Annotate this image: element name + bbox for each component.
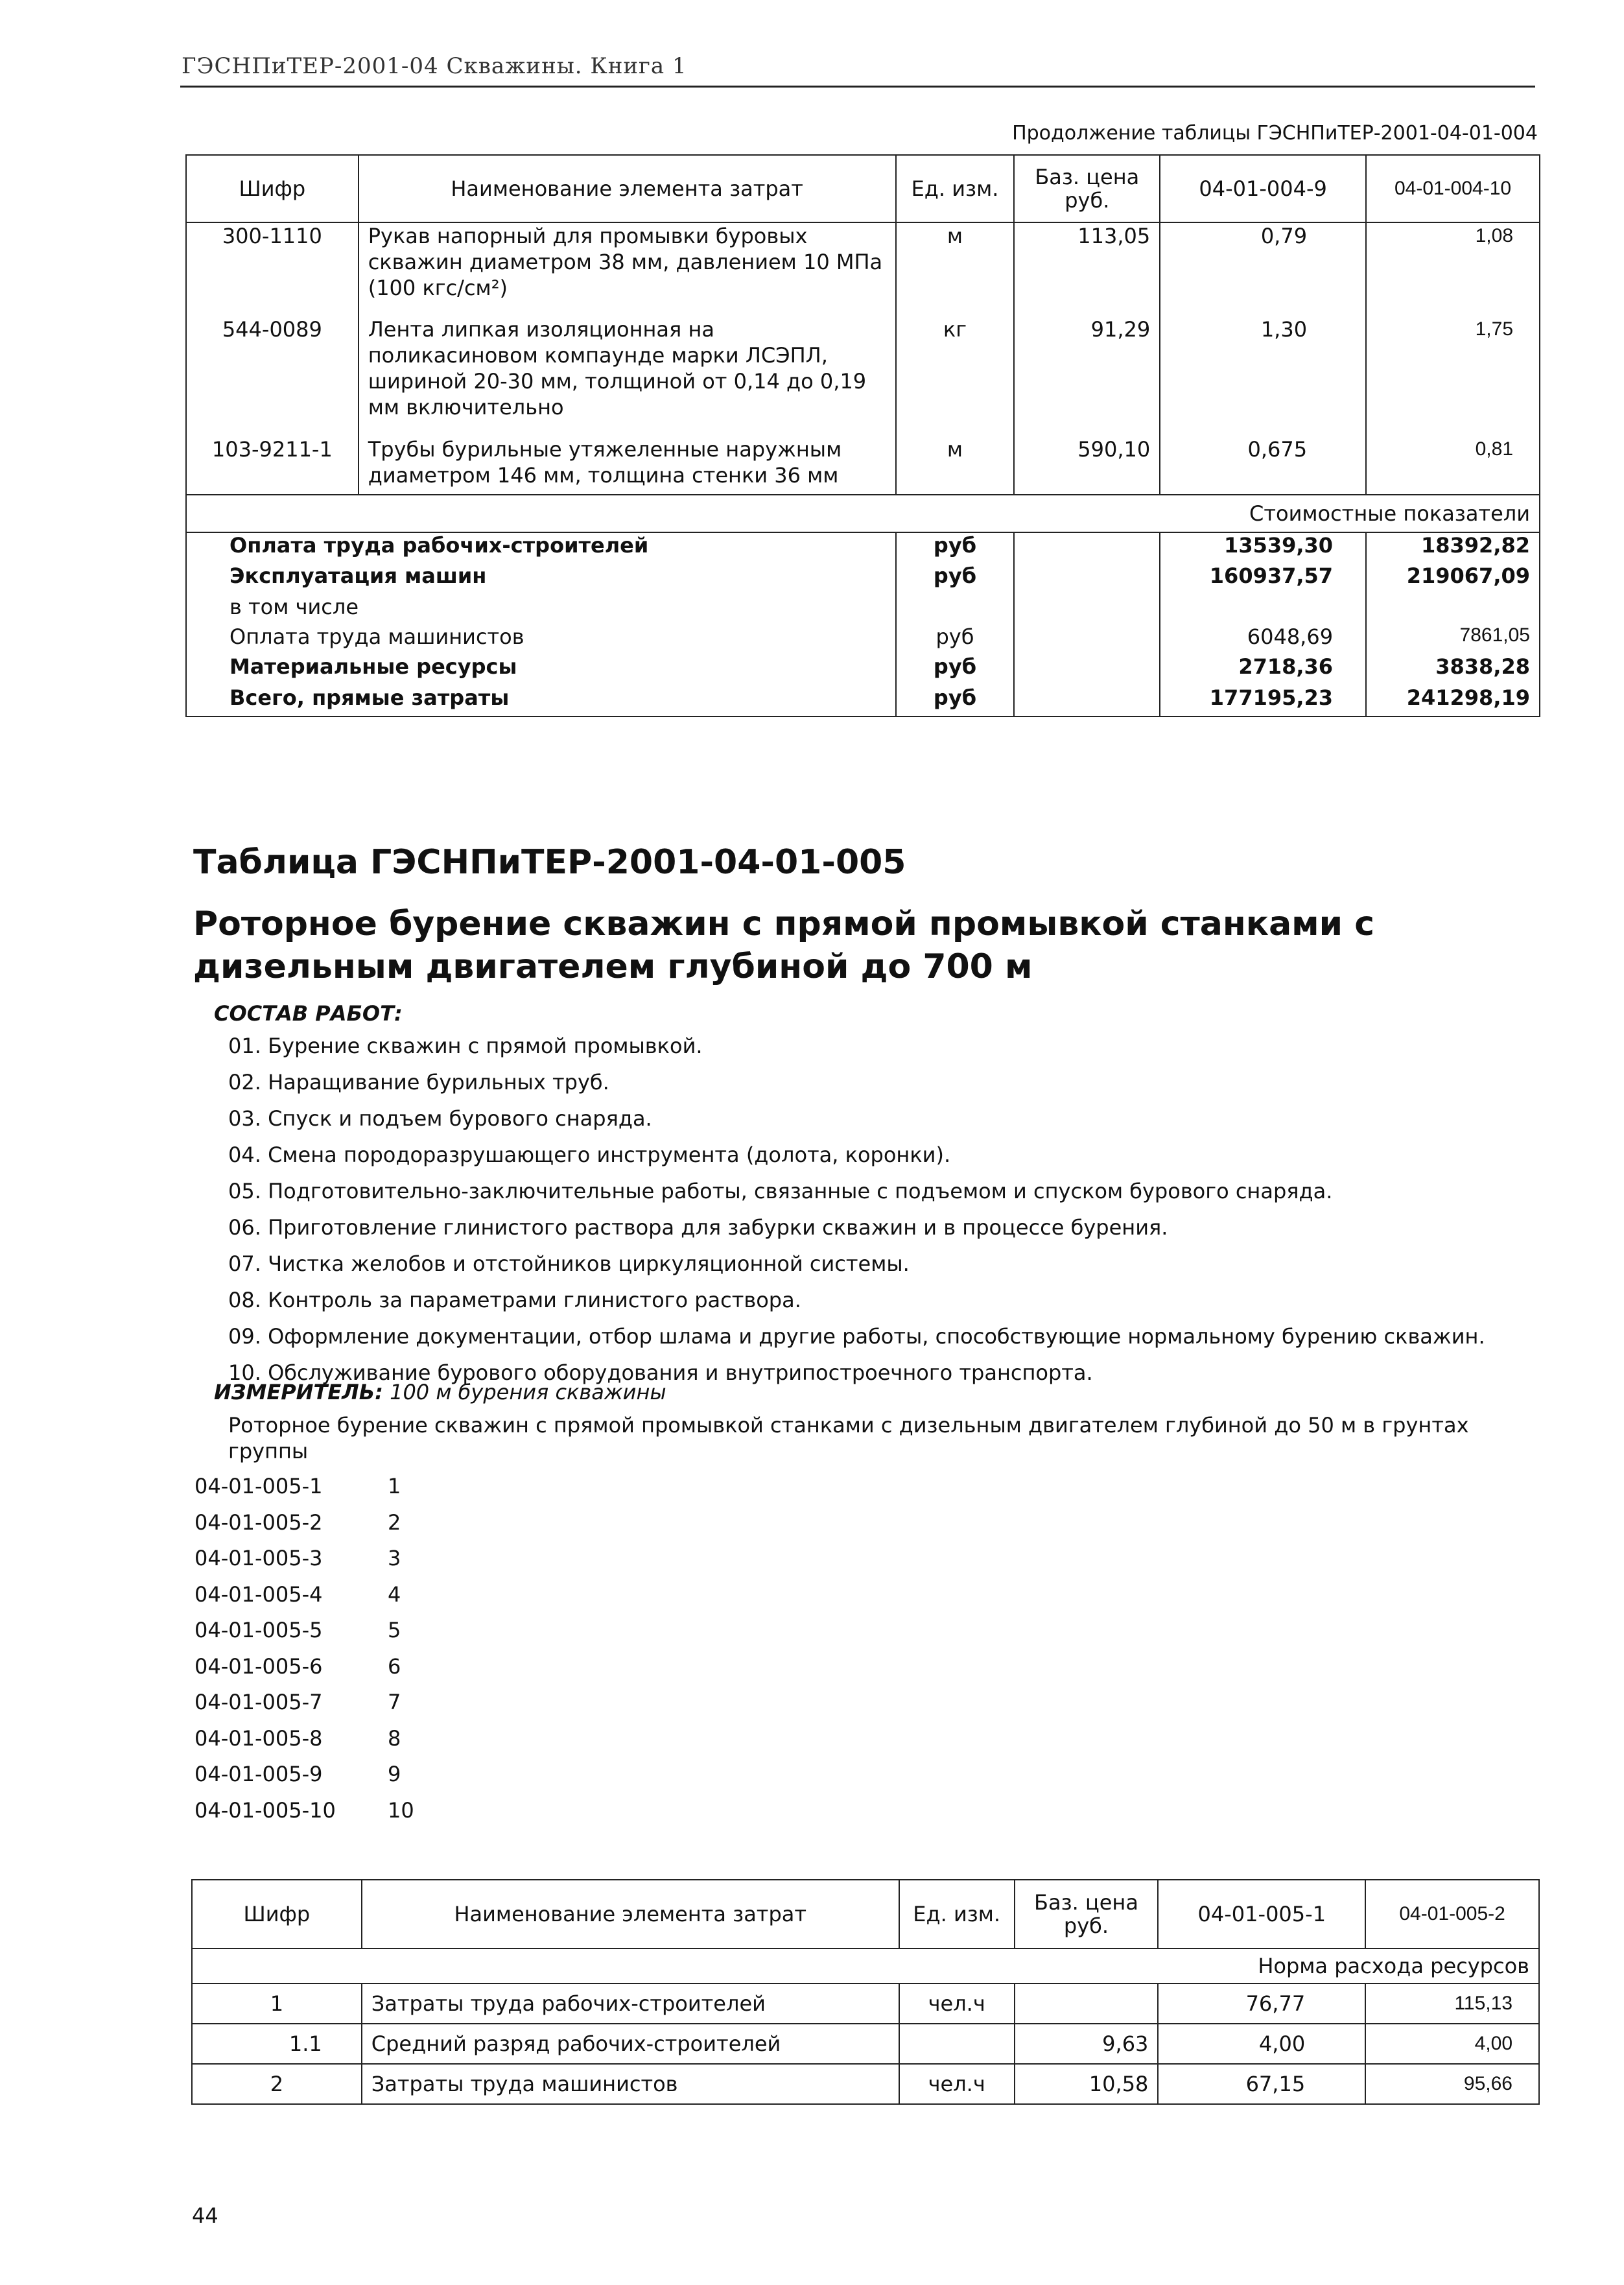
row-value-2: 115,13 bbox=[1365, 1983, 1539, 2024]
cost-row bbox=[186, 595, 1540, 624]
list-item: 08. Контроль за параметрами глинистого раствора. bbox=[228, 1288, 801, 1312]
row-code: 544-0089 bbox=[186, 316, 359, 436]
code: 04-01-005-1 bbox=[194, 1474, 323, 1498]
list-item bbox=[194, 1613, 414, 1649]
cost-unit bbox=[896, 595, 1015, 624]
cost-value-2: 3838,28 bbox=[1366, 654, 1540, 685]
list-item: 09. Оформление документации, отбор шлама и другие работы, способствующие нормальному бурению скважин. bbox=[228, 1324, 1485, 1349]
row-value-1: 4,00 bbox=[1158, 2024, 1365, 2064]
group: 10 bbox=[388, 1797, 414, 1823]
page-number: 44 bbox=[192, 2203, 218, 2228]
cost-value-1: 2718,36 bbox=[1160, 654, 1366, 685]
group: 3 bbox=[388, 1546, 401, 1570]
row-price: 590,10 bbox=[1014, 436, 1160, 495]
izmeritel-label: ИЗМЕРИТЕЛЬ: bbox=[214, 1380, 383, 1404]
group: 9 bbox=[388, 1762, 401, 1786]
cost-row bbox=[186, 624, 1540, 654]
list-item: 05. Подготовительно-заключительные работы, связанные с подъемом и спуском бурового снаряда. bbox=[228, 1179, 1333, 1203]
cost-unit: руб bbox=[896, 685, 1015, 716]
col-header-price: Баз. цена руб. bbox=[1014, 155, 1160, 222]
list-item bbox=[194, 1757, 414, 1793]
col-header-rate-1: 04-01-005-1 bbox=[1158, 1880, 1365, 1948]
row-name: Средний разряд рабочих-строителей bbox=[362, 2024, 899, 2064]
col-header-unit: Ед. изм. bbox=[896, 155, 1015, 222]
list-item bbox=[194, 1721, 414, 1757]
group: 7 bbox=[388, 1690, 401, 1714]
list-item: 06. Приготовление глинистого раствора для забурки скважин и в процессе бурения. bbox=[228, 1215, 1168, 1240]
header-rule bbox=[180, 86, 1535, 88]
cost-name: в том числе bbox=[186, 595, 896, 624]
cost-value-2: 18392,82 bbox=[1366, 532, 1540, 563]
row-price: 10,58 bbox=[1015, 2064, 1159, 2104]
col-header-name: Наименование элемента затрат bbox=[362, 1880, 899, 1948]
row-value-1: 0,79 bbox=[1160, 222, 1366, 316]
table-header-row bbox=[186, 155, 1540, 222]
cost-row bbox=[186, 532, 1540, 563]
code: 04-01-005-3 bbox=[194, 1546, 323, 1570]
list-item bbox=[194, 1469, 414, 1505]
table-row bbox=[186, 222, 1540, 316]
cost-value-1 bbox=[1160, 595, 1366, 624]
running-header: ГЭСНПиТЕР-2001-04 Скважины. Книга 1 bbox=[182, 53, 687, 79]
section-row bbox=[186, 495, 1540, 532]
table-row bbox=[192, 1983, 1539, 2024]
group: 5 bbox=[388, 1618, 401, 1642]
row-price bbox=[1015, 1983, 1159, 2024]
cost-unit: руб bbox=[896, 563, 1015, 595]
cost-row bbox=[186, 654, 1540, 685]
sostav-label: СОСТАВ РАБОТ: bbox=[214, 1001, 403, 1026]
row-value-2: 95,66 bbox=[1365, 2064, 1539, 2104]
row-unit: м bbox=[896, 222, 1015, 316]
list-item bbox=[194, 1685, 414, 1721]
group: 6 bbox=[388, 1653, 401, 1679]
code: 04-01-005-10 bbox=[194, 1797, 336, 1823]
group: 8 bbox=[388, 1725, 401, 1751]
resources-table-004 bbox=[185, 154, 1540, 717]
code: 04-01-005-5 bbox=[194, 1618, 323, 1642]
list-item bbox=[194, 1649, 414, 1685]
cost-value-2 bbox=[1366, 595, 1540, 624]
cost-unit: руб bbox=[896, 624, 1015, 654]
section-label: Стоимостные показатели bbox=[186, 495, 1540, 532]
col-header-rate-2: 04-01-004-10 bbox=[1366, 155, 1540, 222]
code: 04-01-005-7 bbox=[194, 1690, 323, 1714]
table-title: Таблица ГЭСНПиТЕР-2001-04-01-005 bbox=[193, 843, 906, 882]
table-row bbox=[192, 2064, 1539, 2104]
izmeritel-value: 100 м бурения скважины bbox=[390, 1380, 666, 1404]
row-price: 9,63 bbox=[1015, 2024, 1159, 2064]
cost-value-1: 160937,57 bbox=[1160, 563, 1366, 595]
row-name: Затраты труда машинистов bbox=[362, 2064, 899, 2104]
list-item: 01. Бурение скважин с прямой промывкой. bbox=[228, 1034, 703, 1058]
list-item bbox=[194, 1505, 414, 1541]
col-header-rate-2: 04-01-005-2 bbox=[1365, 1880, 1539, 1948]
codes-list bbox=[194, 1469, 414, 1829]
row-unit: м bbox=[896, 436, 1015, 495]
row-value-2: 1,08 bbox=[1366, 222, 1540, 316]
row-unit bbox=[899, 2024, 1015, 2064]
section-label: Норма расхода ресурсов bbox=[192, 1948, 1539, 1983]
row-value-2: 0,81 bbox=[1366, 436, 1540, 495]
table-row bbox=[192, 2024, 1539, 2064]
table-row bbox=[186, 436, 1540, 495]
row-value-1: 76,77 bbox=[1158, 1983, 1365, 2024]
col-header-unit: Ед. изм. bbox=[899, 1880, 1015, 1948]
cost-name: Оплата труда рабочих-строителей bbox=[186, 532, 896, 563]
list-item bbox=[194, 1793, 414, 1829]
row-name: Затраты труда рабочих-строителей bbox=[362, 1983, 899, 2024]
works-list bbox=[228, 1028, 1485, 1391]
cost-unit: руб bbox=[896, 532, 1015, 563]
col-header-price: Баз. цена руб. bbox=[1015, 1880, 1159, 1948]
rotor-description: Роторное бурение скважин с прямой промывкой станками с дизельным двигателем глубиной до 50 м в грунтах группы bbox=[228, 1413, 1469, 1463]
row-value-1: 67,15 bbox=[1158, 2064, 1365, 2104]
row-value-1: 1,30 bbox=[1160, 316, 1366, 436]
row-name: Трубы бурильные утяжеленные наружным диаметром 146 мм, толщина стенки 36 мм bbox=[359, 436, 896, 495]
list-item bbox=[194, 1577, 414, 1613]
section-row bbox=[192, 1948, 1539, 1983]
table-header-row bbox=[192, 1880, 1539, 1948]
code: 04-01-005-8 bbox=[194, 1725, 323, 1751]
cost-row bbox=[186, 685, 1540, 716]
list-item: 07. Чистка желобов и отстойников циркуляционной системы. bbox=[228, 1251, 910, 1276]
code: 04-01-005-6 bbox=[194, 1653, 323, 1679]
col-header-name: Наименование элемента затрат bbox=[359, 155, 896, 222]
row-price: 113,05 bbox=[1014, 222, 1160, 316]
izmeritel bbox=[214, 1380, 666, 1404]
row-unit: чел.ч bbox=[899, 1983, 1015, 2024]
code: 04-01-005-4 bbox=[194, 1581, 323, 1607]
row-value-1: 0,675 bbox=[1160, 436, 1366, 495]
cost-name: Оплата труда машинистов bbox=[186, 624, 896, 654]
row-price: 91,29 bbox=[1014, 316, 1160, 436]
cost-row bbox=[186, 563, 1540, 595]
col-header-rate-1: 04-01-004-9 bbox=[1160, 155, 1366, 222]
cost-value-1: 177195,23 bbox=[1160, 685, 1366, 716]
cost-name: Всего, прямые затраты bbox=[186, 685, 896, 716]
list-item: 04. Смена породоразрушающего инструмента (долота, коронки). bbox=[228, 1142, 951, 1167]
row-code: 1 bbox=[192, 1983, 362, 2024]
row-value-2: 1,75 bbox=[1366, 316, 1540, 436]
row-name: Лента липкая изоляционная на поликасиновом компаунде марки ЛСЭПЛ, шириной 20-30 мм, толщиной от 0,14 до 0,19 мм включительно bbox=[359, 316, 896, 436]
row-unit: чел.ч bbox=[899, 2064, 1015, 2104]
cost-name: Эксплуатация машин bbox=[186, 563, 896, 595]
row-value-2: 4,00 bbox=[1365, 2024, 1539, 2064]
list-item: 02. Наращивание бурильных труб. bbox=[228, 1070, 609, 1095]
list-item: 10. Обслуживание бурового оборудования и внутрипостроечного транспорта. bbox=[228, 1360, 1093, 1385]
cost-value-1: 13539,30 bbox=[1160, 532, 1366, 563]
group: 1 bbox=[388, 1474, 401, 1498]
col-header-code: Шифр bbox=[186, 155, 359, 222]
row-code: 1.1 bbox=[192, 2024, 362, 2064]
row-name: Рукав напорный для промывки буровых скважин диаметром 38 мм, давлением 10 МПа (100 кгс/см²) bbox=[359, 222, 896, 316]
table-row bbox=[186, 316, 1540, 436]
code: 04-01-005-9 bbox=[194, 1762, 323, 1786]
resources-table-005 bbox=[191, 1879, 1540, 2105]
group: 2 bbox=[388, 1510, 401, 1535]
list-item: 03. Спуск и подъем бурового снаряда. bbox=[228, 1106, 652, 1131]
row-code: 2 bbox=[192, 2064, 362, 2104]
row-unit: кг bbox=[896, 316, 1015, 436]
list-item bbox=[194, 1541, 414, 1577]
cost-value-2: 219067,09 bbox=[1366, 563, 1540, 595]
cost-unit: руб bbox=[896, 654, 1015, 685]
cost-value-1: 6048,69 bbox=[1160, 624, 1366, 654]
continuation-caption: Продолжение таблицы ГЭСНПиТЕР-2001-04-01-004 bbox=[1012, 122, 1538, 145]
table-subtitle: Роторное бурение скважин с прямой промывкой станками с дизельным двигателем глубиной до 700 м bbox=[193, 905, 1375, 986]
code: 04-01-005-2 bbox=[194, 1510, 323, 1535]
row-code: 103-9211-1 bbox=[186, 436, 359, 495]
col-header-code: Шифр bbox=[192, 1880, 362, 1948]
row-code: 300-1110 bbox=[186, 222, 359, 316]
group: 4 bbox=[388, 1581, 401, 1607]
cost-name: Материальные ресурсы bbox=[186, 654, 896, 685]
cost-value-2: 7861,05 bbox=[1366, 624, 1540, 654]
cost-value-2: 241298,19 bbox=[1366, 685, 1540, 716]
